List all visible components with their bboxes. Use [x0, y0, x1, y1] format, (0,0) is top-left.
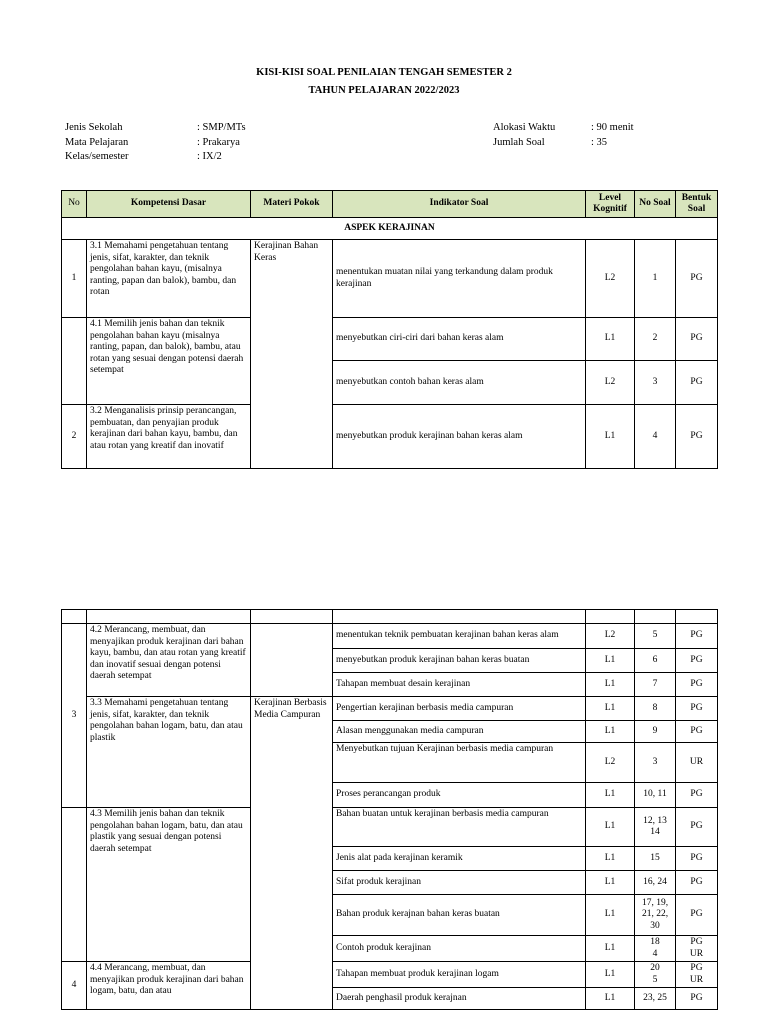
indikator-cell: menyebutkan produk kerajinan bahan keras buatan	[333, 649, 586, 673]
table-row	[62, 318, 718, 361]
header-no-soal: No Soal	[635, 191, 676, 218]
empty-cell	[62, 610, 87, 624]
header-kompetensi-dasar: Kompetensi Dasar	[87, 191, 251, 218]
info-label: Kelas/semester	[65, 151, 129, 162]
indikator-cell: menentukan muatan nilai yang terkandung dalam produk kerajinan	[333, 240, 586, 318]
indikator-cell: menyebutkan ciri-ciri dari bahan keras alam	[333, 318, 586, 361]
level-cell: L2	[586, 361, 635, 405]
kompetensi-dasar-cell: 4.2 Merancang, membuat, dan menyajikan produk kerajinan dari bahan kayu, bambu, dan atau rotan yang kreatif dan inovatif sesuai dengan potensi daerah setempat	[87, 624, 251, 697]
materi-pokok-cell: Kerajinan Bahan Keras	[251, 240, 333, 469]
level-cell: L1	[586, 808, 635, 847]
document-subtitle: TAHUN PELAJARAN 2022/2023	[308, 85, 460, 96]
bentuk-soal-cell: PG UR	[676, 936, 718, 962]
indikator-cell: Bahan buatan untuk kerajinan berbasis media campuran	[333, 808, 586, 847]
info-right-values	[591, 121, 634, 150]
indikator-cell: Alasan menggunakan media campuran	[333, 721, 586, 743]
info-right-labels	[493, 121, 555, 150]
info-value: : SMP/MTs	[197, 122, 246, 133]
level-cell: L1	[586, 895, 635, 936]
row-no	[62, 318, 87, 405]
level-cell: L1	[586, 962, 635, 988]
level-cell: L1	[586, 673, 635, 697]
kompetensi-dasar-cell: 4.1 Memilih jenis bahan dan teknik pengolahan bahan kayu (misalnya ranting, papan, dan balok), bambu, atau rotan yang sesuai dengan potensi daerah setempat	[87, 318, 251, 405]
row-no: 4	[62, 962, 87, 1010]
kompetensi-dasar-cell: 3.2 Menganalisis prinsip perancangan, pembuatan, dan penyajian produk kerajinan dari bahan kayu, bambu, dan atau rotan yang kreatif dan inovatif	[87, 405, 251, 469]
level-cell: L1	[586, 405, 635, 469]
row-no: 2	[62, 405, 87, 469]
no-soal-cell: 2	[635, 318, 676, 361]
table-row	[62, 808, 718, 847]
bentuk-soal-cell: UR	[676, 743, 718, 783]
indikator-cell: Menyebutkan tujuan Kerajinan berbasis media campuran	[333, 743, 586, 783]
table-header-row	[62, 191, 718, 218]
no-soal-cell: 23, 25	[635, 988, 676, 1010]
aspek-label: ASPEK KERAJINAN	[62, 218, 718, 240]
indikator-cell: Daerah penghasil produk kerajnan	[333, 988, 586, 1010]
level-cell: L1	[586, 697, 635, 721]
info-label: Mata Pelajaran	[65, 136, 129, 148]
level-cell: L1	[586, 988, 635, 1010]
info-left-labels	[65, 121, 129, 165]
bentuk-soal-cell: PG	[676, 808, 718, 847]
bentuk-soal-cell: PG	[676, 361, 718, 405]
level-cell: L2	[586, 624, 635, 649]
no-soal-cell: 8	[635, 697, 676, 721]
empty-cell	[87, 610, 251, 624]
indikator-cell: Bahan produk kerajnan bahan keras buatan	[333, 895, 586, 936]
indikator-cell: Proses perancangan produk	[333, 783, 586, 808]
table-row	[62, 697, 718, 721]
indikator-cell: Contoh produk kerajinan	[333, 936, 586, 962]
header-level-kognitif: Level Kognitif	[586, 191, 635, 218]
table-row	[62, 405, 718, 469]
no-soal-cell: 15	[635, 847, 676, 871]
bentuk-soal-cell: PG UR	[676, 962, 718, 988]
no-soal-cell: 17, 19, 21, 22, 30	[635, 895, 676, 936]
info-label: Jumlah Soal	[493, 136, 545, 148]
level-cell: L2	[586, 743, 635, 783]
info-value: : 35	[591, 136, 608, 148]
kisi-kisi-table-page1	[61, 190, 718, 469]
level-cell: L1	[586, 721, 635, 743]
info-value: : IX/2	[197, 151, 222, 162]
table-row	[62, 240, 718, 318]
header-materi-pokok: Materi Pokok	[251, 191, 333, 218]
level-cell: L2	[586, 240, 635, 318]
indikator-cell: Tahapan membuat desain kerajinan	[333, 673, 586, 697]
bentuk-soal-cell: PG	[676, 895, 718, 936]
level-cell: L1	[586, 783, 635, 808]
info-value: : 90 menit	[591, 122, 634, 133]
no-soal-cell: 18 4	[635, 936, 676, 962]
info-value: : Prakarya	[197, 136, 240, 148]
indikator-cell: menyebutkan contoh bahan keras alam	[333, 361, 586, 405]
kompetensi-dasar-cell: 3.3 Memahami pengetahuan tentang jenis, sifat, karakter, dan teknik pengolahan bahan logam, batu, dan atau plastik	[87, 697, 251, 808]
indikator-cell: menentukan teknik pembuatan kerajinan bahan keras alam	[333, 624, 586, 649]
bentuk-soal-cell: PG	[676, 318, 718, 361]
no-soal-cell: 1	[635, 240, 676, 318]
document-title: KISI-KISI SOAL PENILAIAN TENGAH SEMESTER 2	[256, 67, 512, 78]
no-soal-cell: 9	[635, 721, 676, 743]
no-soal-cell: 10, 11	[635, 783, 676, 808]
indikator-cell: Sifat produk kerajinan	[333, 871, 586, 895]
empty-cell	[586, 610, 635, 624]
table-row	[62, 962, 718, 988]
indikator-cell: menyebutkan produk kerajinan bahan keras alam	[333, 405, 586, 469]
empty-cell	[676, 610, 718, 624]
header-indikator-soal: Indikator Soal	[333, 191, 586, 218]
empty-cell	[635, 610, 676, 624]
empty-header-row	[62, 610, 718, 624]
level-cell: L1	[586, 649, 635, 673]
bentuk-soal-cell: PG	[676, 988, 718, 1010]
header-bentuk-soal: Bentuk Soal	[676, 191, 718, 218]
indikator-cell: Tahapan membuat produk kerajinan logam	[333, 962, 586, 988]
bentuk-soal-cell: PG	[676, 697, 718, 721]
no-soal-cell: 5	[635, 624, 676, 649]
no-soal-cell: 6	[635, 649, 676, 673]
materi-pokok-cell-empty	[251, 624, 333, 697]
bentuk-soal-cell: PG	[676, 624, 718, 649]
aspek-row	[62, 218, 718, 240]
info-left-values	[197, 121, 246, 165]
bentuk-soal-cell: PG	[676, 721, 718, 743]
header-no: No	[62, 191, 87, 218]
no-soal-cell: 20 5	[635, 962, 676, 988]
empty-cell	[251, 610, 333, 624]
materi-pokok-cell: Kerajinan Berbasis Media Campuran	[251, 697, 333, 1010]
no-soal-cell: 3	[635, 743, 676, 783]
bentuk-soal-cell: PG	[676, 673, 718, 697]
no-soal-cell: 4	[635, 405, 676, 469]
row-no: 3	[62, 624, 87, 808]
bentuk-soal-cell: PG	[676, 871, 718, 895]
indikator-cell: Pengertian kerajinan berbasis media campuran	[333, 697, 586, 721]
indikator-cell: Jenis alat pada kerajinan keramik	[333, 847, 586, 871]
row-no	[62, 808, 87, 962]
empty-cell	[333, 610, 586, 624]
kompetensi-dasar-cell: 4.3 Memilih jenis bahan dan teknik pengolahan bahan logam, batu, dan atau plastik yang sesuai dengan potensi daerah setempat	[87, 808, 251, 962]
level-cell: L1	[586, 318, 635, 361]
bentuk-soal-cell: PG	[676, 649, 718, 673]
kisi-kisi-table-page2	[61, 609, 718, 1010]
info-label: Alokasi Waktu	[493, 122, 556, 133]
no-soal-cell: 12, 13 14	[635, 808, 676, 847]
level-cell: L1	[586, 936, 635, 962]
level-cell: L1	[586, 847, 635, 871]
kompetensi-dasar-cell: 3.1 Memahami pengetahuan tentang jenis, sifat, karakter, dan teknik pengolahan bahan kayu, (misalnya ranting, papan dan balok), bambu, dan rotan	[87, 240, 251, 318]
no-soal-cell: 7	[635, 673, 676, 697]
no-soal-cell: 16, 24	[635, 871, 676, 895]
kompetensi-dasar-cell: 4.4 Merancang, membuat, dan menyajikan produk kerajinan dari bahan logam, batu, dan atau	[87, 962, 251, 1010]
bentuk-soal-cell: PG	[676, 847, 718, 871]
bentuk-soal-cell: PG	[676, 405, 718, 469]
no-soal-cell: 3	[635, 361, 676, 405]
table-row	[62, 624, 718, 649]
info-label: Jenis Sekolah	[65, 122, 123, 133]
row-no: 1	[62, 240, 87, 318]
bentuk-soal-cell: PG	[676, 783, 718, 808]
bentuk-soal-cell: PG	[676, 240, 718, 318]
level-cell: L1	[586, 871, 635, 895]
